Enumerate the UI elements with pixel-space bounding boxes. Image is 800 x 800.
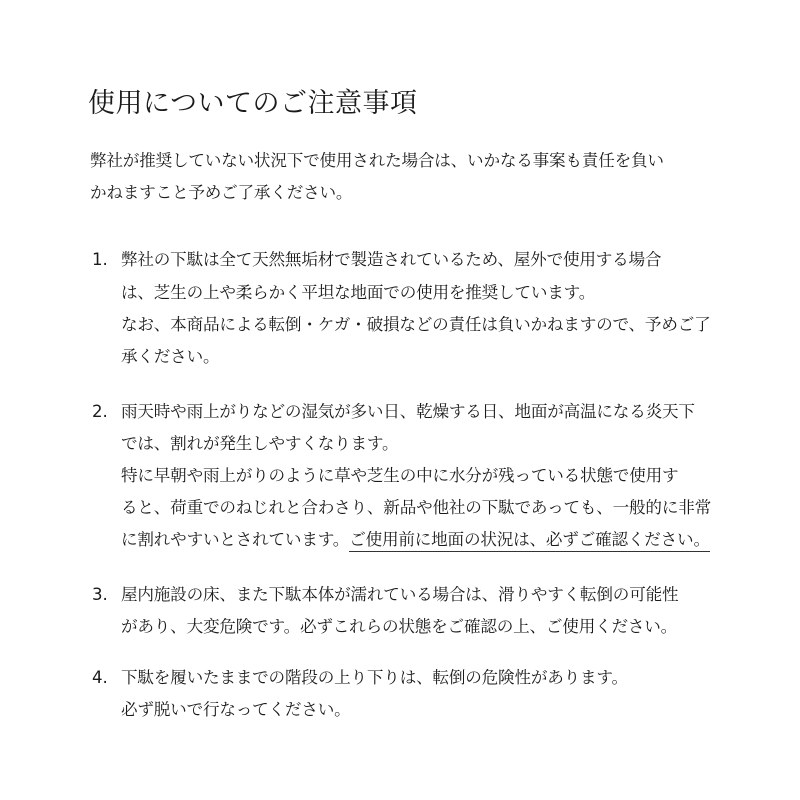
item-2-line-5 xyxy=(121,529,710,551)
item-2-line-2: では、割れが発生しやすくなります。 xyxy=(121,434,399,453)
item-2-line-1: 雨天時や雨上がりなどの湿気が多い日、乾燥する日、地面が高温になる炎天下 xyxy=(121,402,695,421)
item-4-line-1: 下駄を履いたままでの階段の上り下りは、転倒の危険性があります。 xyxy=(121,668,628,687)
item-2-line-4: ると、荷重でのねじれと合わさり、新品や他社の下駄であっても、一般的に非常 xyxy=(121,498,712,517)
item-3-line-1: 屋内施設の床、また下駄本体が濡れている場合は、滑りやすく転倒の可能性 xyxy=(121,585,679,604)
item-1-line-4: 承ください。 xyxy=(121,347,220,366)
item-3-number: 3. xyxy=(92,585,108,604)
item-2-line-5-text: に割れやすいとされています。 xyxy=(121,530,350,549)
item-2-number: 2. xyxy=(92,402,108,421)
item-1-number: 1. xyxy=(92,250,108,269)
item-2-line-3: 特に早朝や雨上がりのように草や芝生の中に水分が残っている状態で使用す xyxy=(121,466,679,485)
item-3-line-2: があり、大変危険です。必ずこれらの状態をご確認の上、ご使用ください。 xyxy=(121,617,678,636)
underlined-warning: ご使用前に地面の状況は、必ずご確認ください。 xyxy=(349,530,710,552)
intro-line-2: かねますこと予めご了承ください。 xyxy=(90,183,353,202)
page-title: 使用についてのご注意事項 xyxy=(88,88,418,119)
item-1-line-2: は、芝生の上や柔らかく平坦な地面での使用を推奨しています。 xyxy=(121,283,596,302)
item-4-number: 4. xyxy=(92,668,108,687)
item-1-line-3: なお、本商品による転倒・ケガ・破損などの責任は負いかねますので、予めご了 xyxy=(121,315,711,334)
intro-line-1: 弊社が推奨していない状況下で使用された場合は、いかなる事案も責任を負い xyxy=(90,151,664,170)
item-4-line-2: 必ず脱いで行なってください。 xyxy=(121,700,351,719)
item-1-line-1: 弊社の下駄は全て天然無垢材で製造されているため、屋外で使用する場合 xyxy=(121,250,662,269)
